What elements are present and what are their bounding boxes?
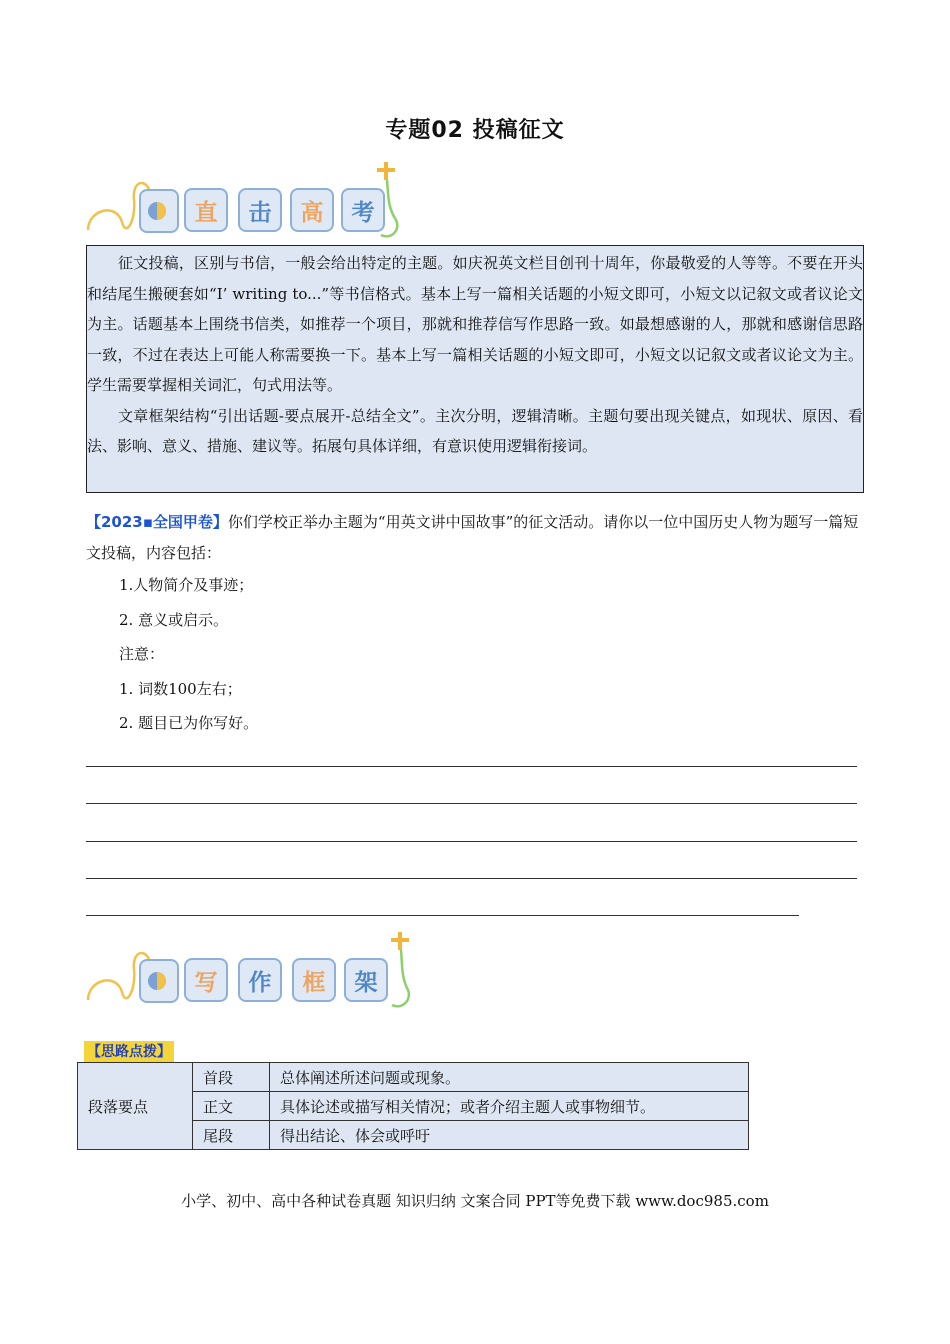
section-banner-xiezuo xyxy=(86,930,426,1010)
content-item: 2. 意义或启示。 xyxy=(119,610,229,629)
banner-char: 架 xyxy=(344,958,388,1002)
banner-char: 考 xyxy=(341,188,385,232)
answer-line[interactable] xyxy=(86,878,857,879)
outline-desc: 总体阐述所述问题或现象。 xyxy=(270,1063,749,1092)
table-row xyxy=(78,1063,749,1092)
page-footer: 小学、初中、高中各种试卷真题 知识归纳 文案合同 PPT等免费下载 www.doc985.com xyxy=(181,1192,769,1210)
source-tag: 【2023▪全国甲卷】 xyxy=(86,513,228,531)
note-item: 1. 词数100左右； xyxy=(119,679,242,698)
question-text: 你们学校正举办主题为“用英文讲中国故事”的征文活动。请你以一位中国历史人物为题写一篇短文投稿，内容包括： xyxy=(86,513,859,562)
intro-paragraph: 文章框架结构“引出话题-要点展开-总结全文”。主次分明，逻辑清晰。主题句要出现关键点，如现状、原因、看法、影响、意义、措施、建议等。拓展句具体详细，有意识使用逻辑衔接词。 xyxy=(87,406,863,455)
section-banner-zhiji xyxy=(86,160,426,240)
answer-line[interactable] xyxy=(86,803,857,804)
banner-char: 框 xyxy=(292,958,336,1002)
outline-part: 首段 xyxy=(193,1063,270,1092)
note-label: 注意： xyxy=(119,645,165,663)
intro-paragraph: 征文投稿，区别与书信，一般会给出特定的主题。如庆祝英文栏目创刊十周年，你最敬爱的人等等。不要在开头和结尾生搬硬套如“I’ writing to...”等书信格式。基本上写一篇相关话题的小短文即可，小短文以记叙文或者议论文为主。话题基本上围绕书信类，如推荐一个项目，那就和推荐信写作思路一致。如最想感谢的人，那就和感谢信思路一致，不过在表达上可能人称需要换一下。基本上写一篇相关话题的小短文即可，小短文以记叙文或者议论文为主。学生需要掌握相关词汇，句式用法等。 xyxy=(87,254,863,394)
outline-desc: 具体论述或描写相关情况；或者介绍主题人或事物细节。 xyxy=(270,1092,749,1121)
exam-question xyxy=(86,507,866,741)
note-item: 2. 题目已为你写好。 xyxy=(119,714,259,732)
thinking-tag: 【思路点拨】 xyxy=(84,1041,174,1063)
content-item: 1.人物简介及事迹； xyxy=(119,576,254,594)
answer-line[interactable] xyxy=(86,766,857,767)
outline-desc: 得出结论、体会或呼吁 xyxy=(270,1121,749,1150)
outline-table xyxy=(77,1062,749,1150)
page-title: 专题02 投稿征文 xyxy=(385,118,565,143)
answer-line[interactable] xyxy=(86,915,799,916)
banner-char: 作 xyxy=(238,958,282,1002)
outline-part: 尾段 xyxy=(193,1121,270,1150)
answer-line[interactable] xyxy=(86,841,857,842)
banner-char: 击 xyxy=(238,188,282,232)
question-prompt xyxy=(86,507,866,568)
outline-main-label: 段落要点 xyxy=(78,1063,193,1150)
outline-part: 正文 xyxy=(193,1092,270,1121)
intro-box xyxy=(86,245,864,493)
banner-char: 高 xyxy=(290,188,334,232)
banner-char: 写 xyxy=(184,958,228,1002)
banner-char: 直 xyxy=(184,188,228,232)
